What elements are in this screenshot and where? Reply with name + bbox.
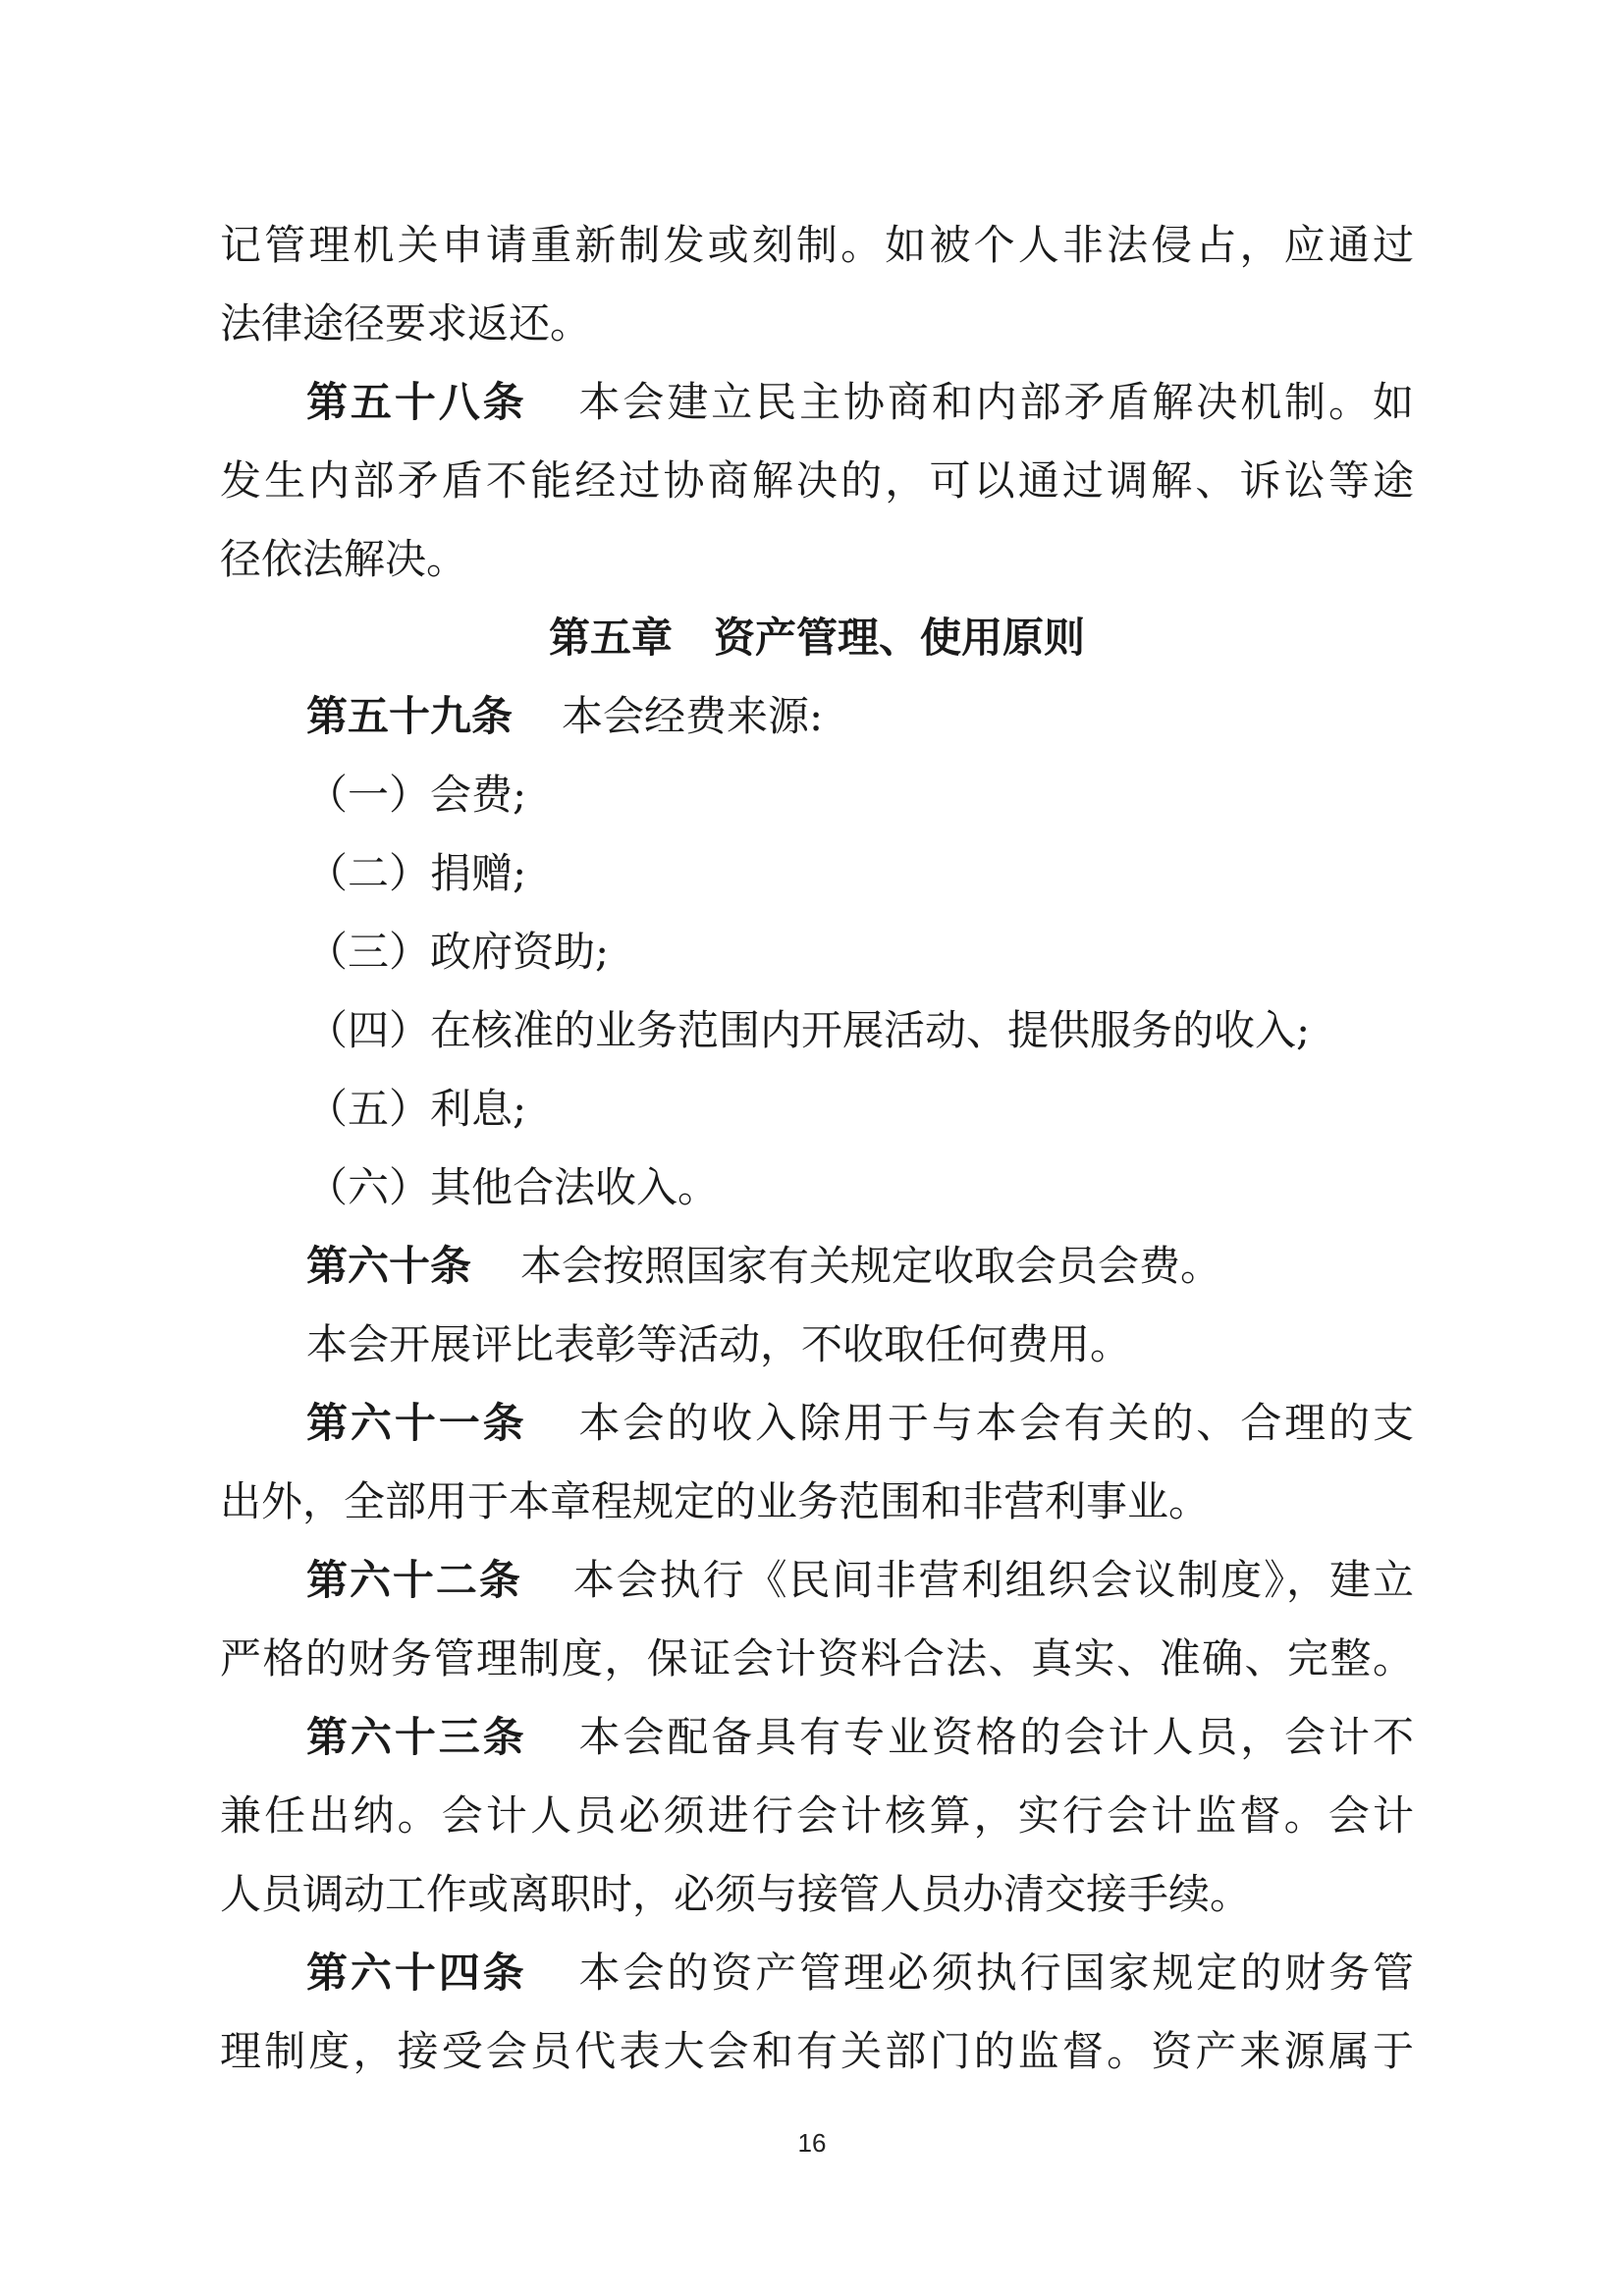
article-title: 第五十八条 xyxy=(306,378,527,426)
page-content xyxy=(220,206,1414,2091)
article-60 xyxy=(220,1227,1414,1306)
text-line: 兼任出纳。会计人员必须进行会计核算，实行会计监督。会计 xyxy=(220,1791,1414,1840)
article-title: 第六十一条 xyxy=(306,1399,527,1447)
list-item: （二）捐赠; xyxy=(306,849,527,897)
article-title: 第六十四条 xyxy=(306,1949,527,1997)
page-number: 16 xyxy=(797,2128,827,2158)
text-line: 法律途径要求返还。 xyxy=(220,299,592,347)
article-64 xyxy=(220,1934,1414,2012)
article-59 xyxy=(220,677,1414,756)
list-item: （四）在核准的业务范围内开展活动、提供服务的收入; xyxy=(306,1006,1311,1054)
article-text: 本会配备具有专业资格的会计人员，会计不 xyxy=(575,1713,1414,1761)
article-58 xyxy=(220,363,1414,442)
text-line: 本会开展评比表彰等活动，不收取任何费用。 xyxy=(306,1320,1132,1368)
article-text: 本会的收入除用于与本会有关的、合理的支 xyxy=(575,1399,1414,1447)
text-line: 理制度，接受会员代表大会和有关部门的监督。资产来源属于 xyxy=(220,2027,1414,2075)
article-62 xyxy=(220,1541,1414,1620)
chapter-heading: 第五章 资产管理、使用原则 xyxy=(548,614,1085,662)
article-text: 本会的资产管理必须执行国家规定的财务管 xyxy=(575,1949,1414,1997)
text-line: 严格的财务管理制度，保证会计资料合法、真实、准确、完整。 xyxy=(220,1634,1414,1682)
list-item: （一）会费; xyxy=(306,771,527,819)
article-title: 第六十条 xyxy=(306,1242,472,1290)
text-line: 发生内部矛盾不能经过协商解决的，可以通过调解、诉讼等途 xyxy=(220,456,1414,505)
article-63 xyxy=(220,1698,1414,1777)
list-item: （六）其他合法收入。 xyxy=(306,1163,720,1211)
list-item: （三）政府资助; xyxy=(306,928,610,976)
article-text: 本会建立民主协商和内部矛盾解决机制。如 xyxy=(575,378,1414,426)
text-line: 径依法解决。 xyxy=(220,535,468,583)
article-title: 第六十三条 xyxy=(306,1713,527,1761)
article-text: 本会按照国家有关规定收取会员会费。 xyxy=(520,1242,1222,1290)
article-text: 本会经费来源: xyxy=(562,692,824,740)
text-line: 记管理机关申请重新制发或刻制。如被个人非法侵占，应通过 xyxy=(220,221,1414,269)
list-item: （五）利息; xyxy=(306,1085,527,1133)
text-line: 出外，全部用于本章程规定的业务范围和非营利事业。 xyxy=(220,1477,1211,1525)
article-text: 本会执行《民间非营利组织会议制度》，建立 xyxy=(570,1556,1414,1604)
article-title: 第六十二条 xyxy=(306,1556,522,1604)
text-line: 人员调动工作或离职时，必须与接管人员办清交接手续。 xyxy=(220,1870,1252,1918)
article-title: 第五十九条 xyxy=(306,692,514,740)
article-61 xyxy=(220,1384,1414,1463)
